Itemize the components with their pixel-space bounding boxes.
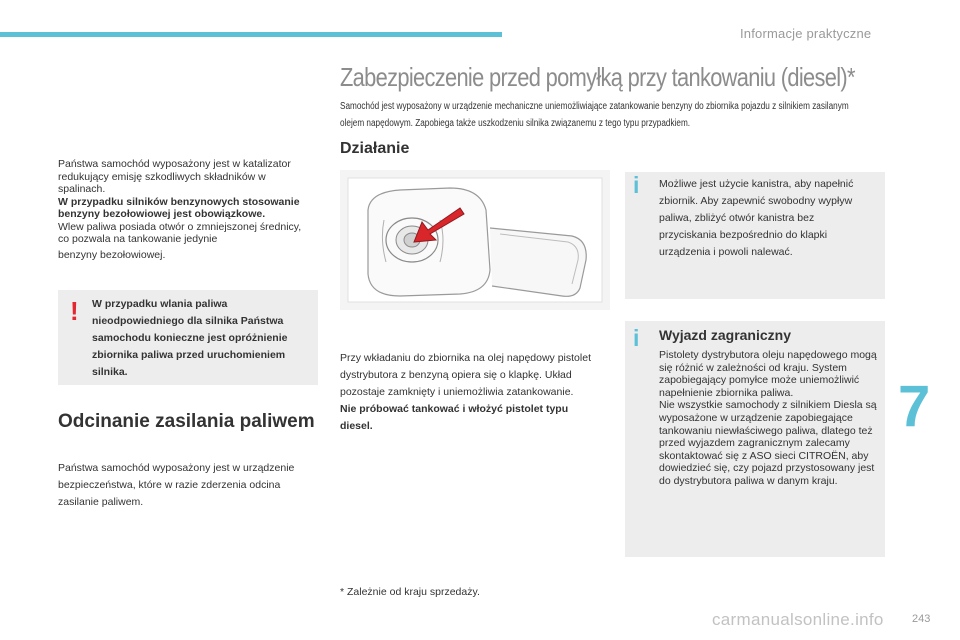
intro-text	[58, 158, 310, 264]
warning-icon: !	[70, 296, 79, 326]
watermark: carmanualsonline.info	[712, 610, 884, 629]
abroad-heading: Wyjazd zagraniczny	[659, 327, 792, 343]
fuel-cutoff-text: Państwa samochód wyposażony jest w urządzenie bezpieczeństwa, które w razie zderzenia odcina zasilanie paliwem.	[58, 462, 295, 508]
section-header: Informacje praktyczne	[740, 26, 872, 41]
warning-text: W przypadku wlania paliwa nieodpowiedniego dla silnika Państwa samochodu konieczne jest opróżnienie zbiornika paliwa przed uruchomieniem silnika.	[92, 298, 288, 378]
page-subtitle: Samochód jest wyposażony w urządzenie mechaniczne uniemożliwiające zatankowanie benzyny do zbiornika pojazdu z silnikiem zasilanym olejem napędowym. Zapobiega także uszkodzeniu silnika związanemu z tego typu przypadkiem.	[340, 101, 849, 129]
fuel-cutoff-heading: Odcinanie zasilania paliwem	[58, 411, 315, 432]
operation-heading: Działanie	[340, 140, 410, 157]
info-icon: i	[633, 172, 640, 198]
intro-bold-paragraph: W przypadku silników benzynowych stosowanie benzyny bezołowiowej jest obowiązkowe.	[58, 195, 300, 220]
fuel-filler-illustration	[340, 170, 610, 310]
info-box-abroad	[625, 321, 885, 557]
intro-paragraph-3: benzyny bezołowiowej.	[58, 248, 166, 261]
insertion-paragraph: Przy wkładaniu do zbiornika na olej napędowy pistolet dystrybutora z benzyną opiera się o klapkę. Układ pozostaje zamknięty i uniemożliwia zatankowanie.	[340, 352, 591, 398]
intro-paragraph-2: Wlew paliwa posiada otwór o zmniejszonej średnicy, co pozwala na tankowanie jedynie	[58, 220, 302, 245]
header-accent-bar	[0, 32, 502, 37]
intro-paragraph-1: Państwa samochód wyposażony jest w katalizator redukujący emisję szkodliwych składników w spalinach.	[58, 158, 291, 195]
canister-text: Możliwe jest użycie kanistra, aby napełnić zbiornik. Aby zapewnić swobodny wypływ paliwa, zbliżyć otwór kanistra bez przyciskania bezpośrednio do klapki urządzenia i powoli nalewać.	[659, 178, 854, 258]
figure-frame	[340, 170, 610, 310]
insertion-text	[340, 350, 602, 435]
footnote: * Zależnie od kraju sprzedaży.	[340, 586, 480, 598]
info-box-canister	[625, 172, 885, 299]
warning-box	[58, 290, 318, 385]
abroad-text: Pistolety dystrybutora oleju napędowego mogą się różnić w zależności od kraju. System zapobiegający pomyłce może uniemożliwić napełnienie zbiornika paliwa. Nie wszystkie samochody z silnikiem Diesla są wyposażone w urządzenie zapobiegające tankowaniu niewłaściwego paliwa, dlatego też przed wyjazdem zagranicznym zalecamy skontaktować się z ASO sieci CITROËN, aby dowiedzieć się, czy pojazd przystosowany jest do dystrybutora paliwa w danym kraju.	[659, 349, 877, 487]
insertion-warning: Nie próbować tankować i włożyć pistolet typu diesel.	[340, 403, 569, 432]
info-icon: i	[633, 325, 640, 351]
chapter-number: 7	[898, 374, 931, 439]
page-number: 243	[912, 613, 931, 625]
page-title: Zabezpieczenie przed pomyłką przy tankowaniu (diesel)*	[340, 62, 855, 92]
